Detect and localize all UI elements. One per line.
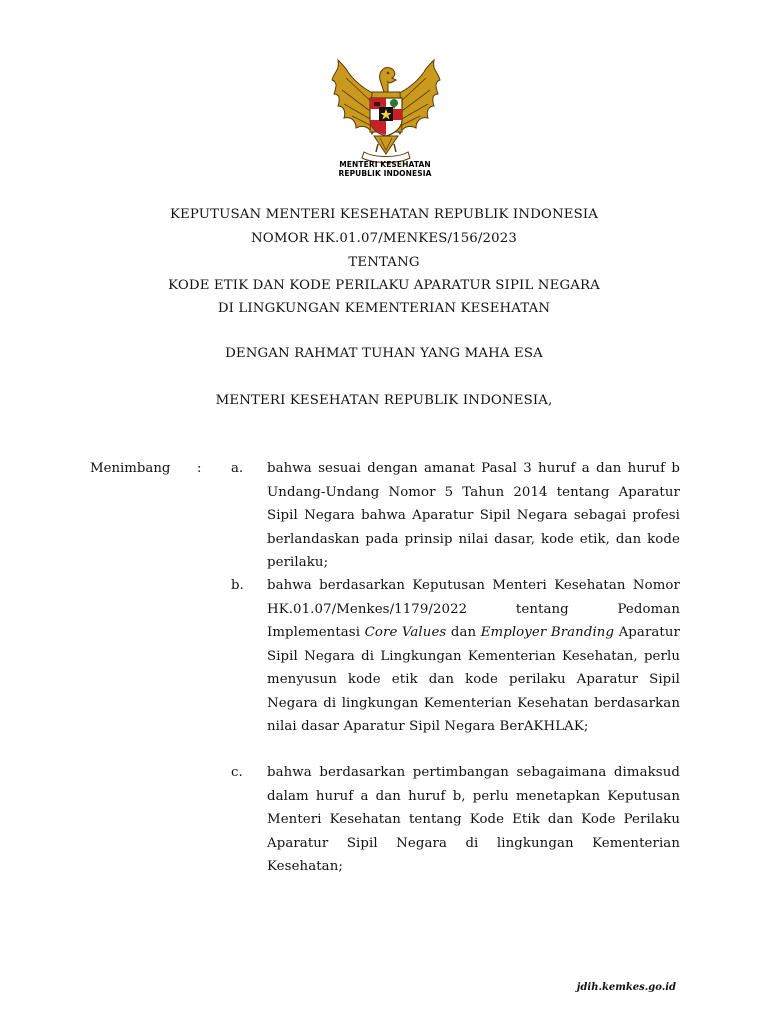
item-b-italic-core-values: Core Values — [364, 625, 447, 640]
item-b-letter: b. — [231, 578, 244, 593]
item-b-italic-employer-branding: Employer Branding — [480, 625, 615, 640]
item-c-paragraph: bahwa berdasarkan pertimbangan sebagaimana dimaksud dalam huruf a dan huruf b, perlu menetapkan Keputusan Menteri Kesehatan tentang Kode Etik dan Kode Perilaku Aparatur Sipil Negara di lingkungan Kementerian Kesehatan; — [267, 765, 680, 874]
emblem-caption — [300, 160, 470, 178]
item-b-text-after: Aparatur Sipil Negara di Lingkungan Kementerian Kesehatan, perlu menyusun kode etik dan kode perilaku Aparatur Sipil Negara di lingkungan Kementerian Kesehatan berdasarkan nilai dasar Aparatur Sipil Negara BerAKHLAK; — [267, 625, 680, 734]
item-b-text-before: bahwa berdasarkan Keputusan Menteri Kesehatan Nomor HK.01.07/Menkes/1179/2022 tentang Pedoman Implementasi — [267, 578, 680, 640]
emblem-caption-line2: REPUBLIK INDONESIA — [338, 169, 432, 178]
item-a-text — [267, 457, 680, 575]
item-c-letter: c. — [231, 765, 243, 780]
subject-line-1: KODE ETIK DAN KODE PERILAKU APARATUR SIPIL NEGARA — [168, 278, 600, 293]
about-label: TENTANG — [348, 255, 420, 270]
item-b-text — [267, 574, 680, 739]
invocation: DENGAN RAHMAT TUHAN YANG MAHA ESA — [225, 346, 543, 361]
document-number: NOMOR HK.01.07/MENKES/156/2023 — [251, 231, 517, 246]
subject-line-2: DI LINGKUNGAN KEMENTERIAN KESEHATAN — [217, 301, 551, 316]
garuda-pancasila-emblem-icon — [330, 58, 442, 166]
item-b-text-mid: dan — [446, 625, 481, 640]
item-a-letter: a. — [231, 461, 244, 476]
authority-line: MENTERI KESEHATAN REPUBLIK INDONESIA, — [215, 393, 553, 408]
considering-colon: : — [197, 461, 202, 476]
item-c-text — [267, 761, 680, 879]
considering-label: Menimbang — [90, 461, 171, 476]
item-b-paragraph — [267, 574, 680, 739]
item-a-paragraph: bahwa sesuai dengan amanat Pasal 3 huruf a dan huruf b Undang-Undang Nomor 5 Tahun 2014 tentang Aparatur Sipil Negara bahwa Aparatur Sipil Negara sebagai profesi berlandaskan pada prinsip nilai dasar, kode etik, dan kode perilaku; — [267, 461, 680, 570]
footer-website: jdih.kemkes.go.id — [576, 982, 676, 993]
document-title: KEPUTUSAN MENTERI KESEHATAN REPUBLIK INDONESIA — [169, 207, 599, 222]
emblem-caption-line1: MENTERI KESEHATAN — [339, 160, 431, 169]
